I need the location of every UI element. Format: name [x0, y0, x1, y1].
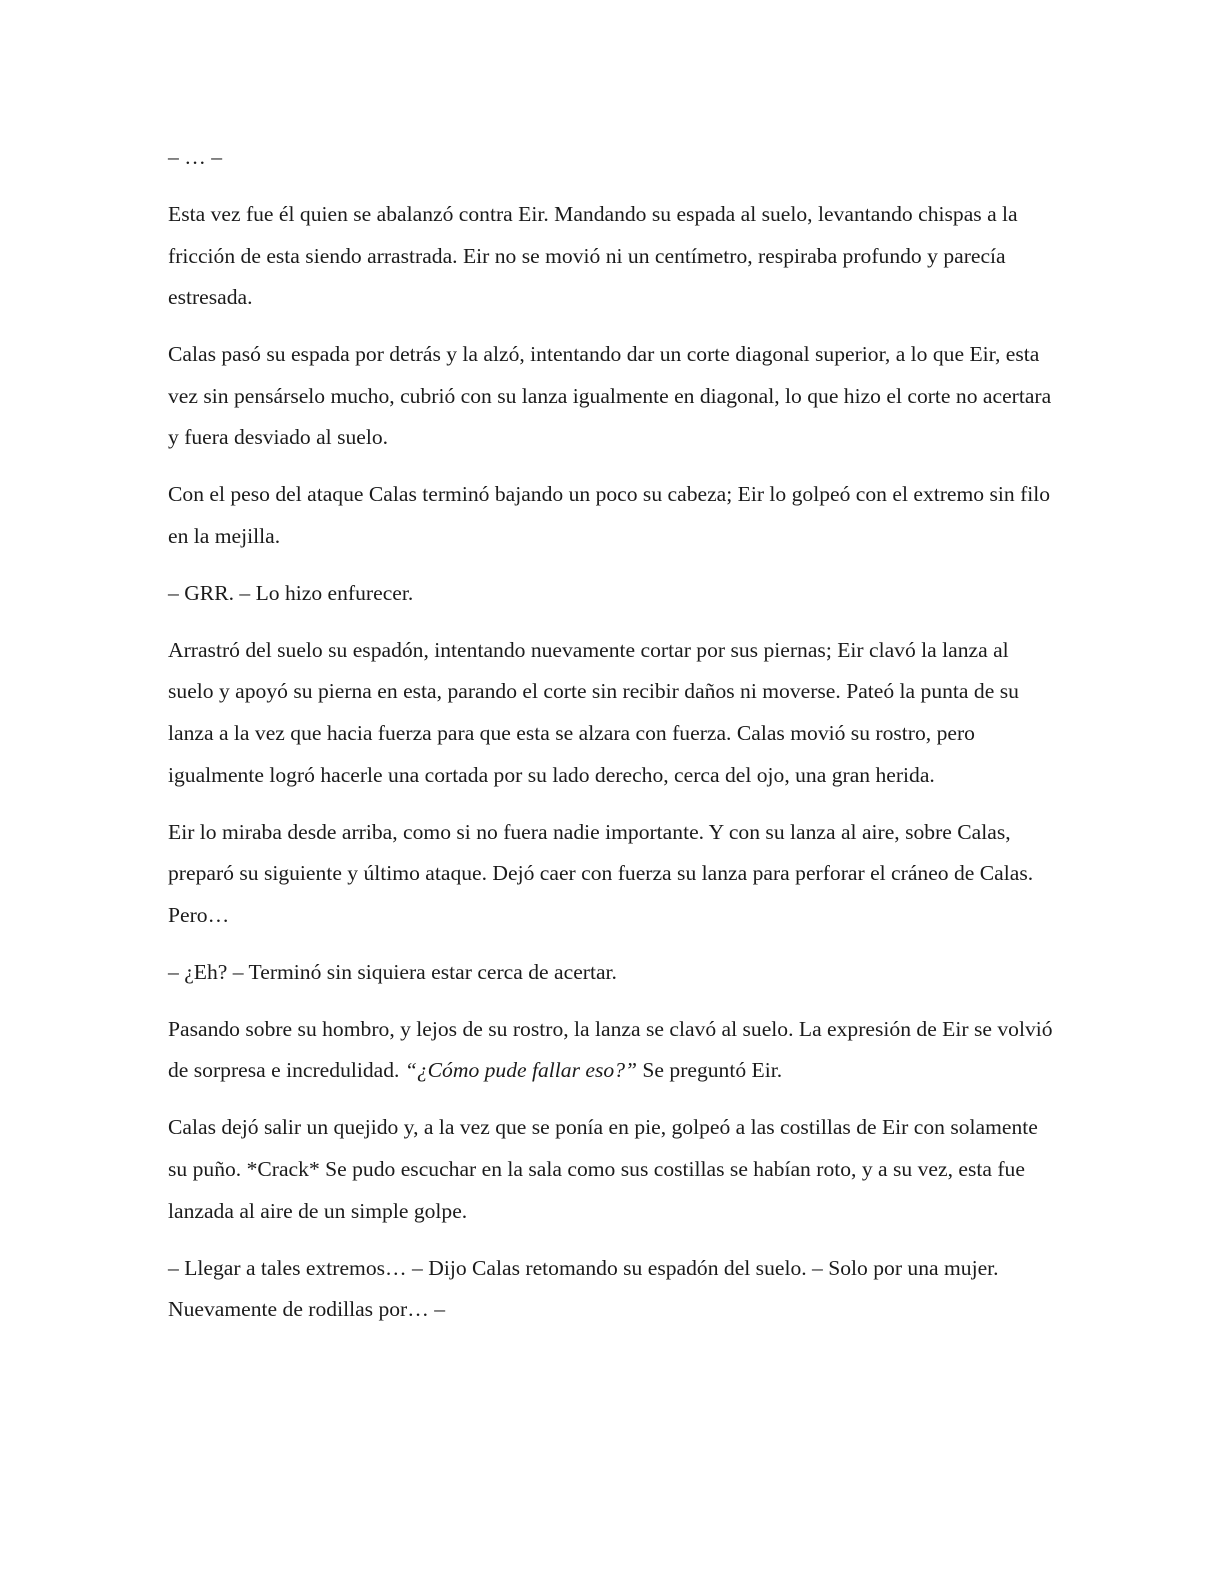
paragraph-cheek-strike: Con el peso del ataque Calas terminó bajando un poco su cabeza; Eir lo golpeó con el extremo sin filo en la mejilla.	[168, 482, 1051, 548]
paragraph-ellipsis-dialogue: – … –	[168, 145, 222, 169]
paragraph-calas-charges: Esta vez fue él quien se abalanzó contra Eir. Mandando su espada al suelo, levantando chispas a la fricción de esta siendo arrastrada. Eir no se movió ni un centímetro, respiraba profundo y parecía estresada.	[168, 201, 1018, 310]
paragraph-text-span: Se preguntó Eir.	[637, 1058, 783, 1083]
paragraph-calas-dialogue: – Llegar a tales extremos… – Dijo Calas retomando su espadón del suelo. – Solo por una mujer. Nuevamente de rodillas por… –	[168, 1255, 999, 1322]
paragraph-eh-dialogue: – ¿Eh? – Terminó sin siquiera estar cerca de acertar.	[168, 959, 617, 984]
paragraph-grr-dialogue: – GRR. – Lo hizo enfurecer.	[168, 580, 414, 605]
paragraph-leg-cut: Arrastró del suelo su espadón, intentando nuevamente cortar por sus piernas; Eir clavó la lanza al suelo y apoyó su pierna en esta, parando el corte sin recibir daños ni moverse. Pateó la punta de su lanza a la vez que hacia fuerza para que esta se alzara con fuerza. Calas movió su rostro, pero igualmente logró hacerle una cortada por su lado derecho, cerca del ojo, una gran herida.	[168, 637, 1019, 787]
italic-thought: “¿Cómo pude fallar eso?”	[404, 1058, 637, 1083]
paragraph-text-span: Pasando sobre su hombro, y lejos de su rostro, la lanza se clavó al suelo. La expresión de Eir se volvió de sorpresa e incredulidad.	[168, 1016, 1053, 1083]
document-body	[168, 137, 1058, 1346]
paragraph-final-attack: Eir lo miraba desde arriba, como si no fuera nadie importante. Y con su lanza al aire, sobre Calas, preparó su siguiente y último ataque. Dejó caer con fuerza su lanza para perforar el cráneo de Calas. Pero…	[168, 819, 1034, 927]
paragraph-rib-crack: Calas dejó salir un quejido y, a la vez que se ponía en pie, golpeó a las costillas de Eir con solamente su puño. *Crack* Se pudo escuchar en la sala como sus costillas se habían roto, y a su vez, esta fue lanzada al aire de un simple golpe.	[168, 1115, 1038, 1223]
paragraph-missed-strike	[168, 1009, 1058, 1092]
paragraph-diagonal-cut: Calas pasó su espada por detrás y la alzó, intentando dar un corte diagonal superior, a lo que Eir, esta vez sin pensárselo mucho, cubrió con su lanza igualmente en diagonal, lo que hizo el corte no acertara y fuera desviado al suelo.	[168, 342, 1052, 450]
